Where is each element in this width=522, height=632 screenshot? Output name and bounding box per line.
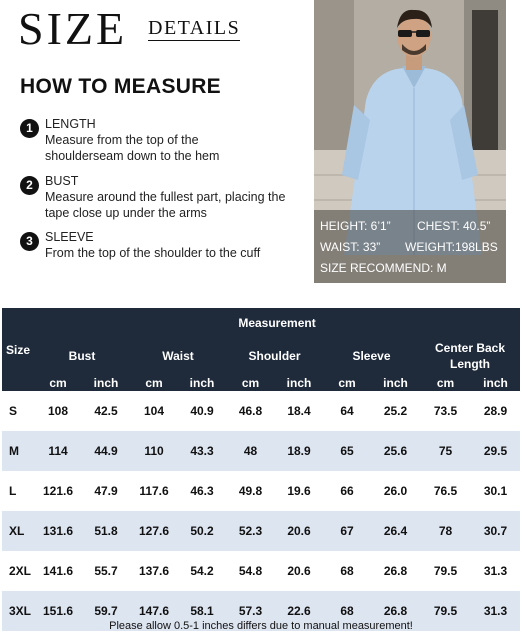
measurement-cell: 18.4 [275,391,323,431]
size-title: SIZE [18,3,128,54]
measurement-cell: 18.9 [275,431,323,471]
measurement-cell: 79.5 [420,551,471,591]
measurement-cell: 26.0 [371,471,420,511]
step-title: SLEEVE [45,230,94,244]
measurement-cell: 110 [130,431,178,471]
measurement-cell: 51.8 [82,511,130,551]
unit-header: cm [130,374,178,391]
measurement-cell: 54.8 [226,551,275,591]
measurement-cell: 44.9 [82,431,130,471]
model-waist: WAIST: 33” [320,240,381,254]
measurement-cell: 59.7 [82,591,130,631]
measurement-cell: 46.3 [178,471,226,511]
model-chest: CHEST: 40.5” [417,219,491,233]
measurement-cell: 30.1 [471,471,520,511]
step-description: From the top of the shoulder to the cuff [45,246,261,260]
measurement-cell: 55.7 [82,551,130,591]
measurement-cell: 46.8 [226,391,275,431]
measurement-cell: 30.7 [471,511,520,551]
measurement-cell: 26.8 [371,551,420,591]
unit-header: cm [226,374,275,391]
measurement-cell: 114 [34,431,82,471]
size-label: M [2,431,34,471]
measurement-cell: 20.6 [275,511,323,551]
measurement-cell: 22.6 [275,591,323,631]
model-specs-panel [314,210,506,283]
measurement-cell: 58.1 [178,591,226,631]
number-1-icon: 1 [20,119,39,138]
size-label: L [2,471,34,511]
step-description: Measure from the top of the shoulderseam down to the hem [45,133,220,163]
bust-header: Bust [34,338,130,374]
measurement-cell: 64 [323,391,371,431]
measurement-cell: 57.3 [226,591,275,631]
unit-header: inch [275,374,323,391]
unit-header: cm [420,374,471,391]
measurement-cell: 108 [34,391,82,431]
model-weight: WEIGHT:198LBS [405,240,498,254]
unit-header: inch [82,374,130,391]
size-label: XL [2,511,34,551]
measurement-cell: 117.6 [130,471,178,511]
measurement-cell: 79.5 [420,591,471,631]
size-label: S [2,391,34,431]
unit-header: inch [178,374,226,391]
measurement-cell: 31.3 [471,591,520,631]
model-size-recommend: SIZE RECOMMEND: M [320,261,447,275]
measurement-cell: 48 [226,431,275,471]
unit-header: inch [471,374,520,391]
number-2-icon: 2 [20,176,39,195]
unit-header: cm [323,374,371,391]
step-title: BUST [45,174,79,188]
number-3-icon: 3 [20,232,39,251]
measurement-cell: 43.3 [178,431,226,471]
table-row [2,471,520,511]
model-photo [314,0,506,283]
table-row [2,551,520,591]
measurement-header: Measurement [34,308,520,338]
measurement-cell: 121.6 [34,471,82,511]
sleeve-header: Sleeve [323,338,420,374]
model-height: HEIGHT: 6’1” [320,219,391,233]
measurement-cell: 141.6 [34,551,82,591]
measurement-cell: 76.5 [420,471,471,511]
measurement-cell: 20.6 [275,551,323,591]
measurement-cell: 75 [420,431,471,471]
measurement-cell: 42.5 [82,391,130,431]
measurement-cell: 137.6 [130,551,178,591]
measurement-cell: 52.3 [226,511,275,551]
measurement-disclaimer: Please allow 0.5-1 inches differs due to manual measurement! [109,620,413,632]
measurement-cell: 49.8 [226,471,275,511]
measurement-cell: 131.6 [34,511,82,551]
measurement-cell: 127.6 [130,511,178,551]
shoulder-header: Shoulder [226,338,323,374]
measurement-cell: 25.6 [371,431,420,471]
step-description: Measure around the fullest part, placing the tape close up under the arms [45,190,286,220]
measurement-cell: 47.9 [82,471,130,511]
measurement-cell: 19.6 [275,471,323,511]
measurement-cell: 28.9 [471,391,520,431]
measurement-cell: 31.3 [471,551,520,591]
measurement-cell: 66 [323,471,371,511]
table-row [2,391,520,431]
size-chart-table [2,308,520,631]
measurement-cell: 50.2 [178,511,226,551]
measurement-cell: 65 [323,431,371,471]
measurement-cell: 68 [323,551,371,591]
how-to-measure-heading: HOW TO MEASURE [20,75,221,98]
unit-header: inch [371,374,420,391]
size-column-header: Size [2,308,34,391]
step-title: LENGTH [45,117,96,131]
measurement-cell: 151.6 [34,591,82,631]
measurement-cell: 54.2 [178,551,226,591]
waist-header: Waist [130,338,226,374]
table-row [2,431,520,471]
measurement-cell: 26.8 [371,591,420,631]
measurement-cell: 29.5 [471,431,520,471]
measurement-cell: 104 [130,391,178,431]
measurement-cell: 25.2 [371,391,420,431]
size-label: 2XL [2,551,34,591]
measurement-cell: 67 [323,511,371,551]
measurement-cell: 68 [323,591,371,631]
measurement-cell: 40.9 [178,391,226,431]
table-row [2,511,520,551]
measurement-cell: 73.5 [420,391,471,431]
unit-header: cm [34,374,82,391]
measurement-cell: 26.4 [371,511,420,551]
measurement-cell: 78 [420,511,471,551]
size-label: 3XL [2,591,34,631]
measurement-cell: 147.6 [130,591,178,631]
center-back-length-header: Center Back Length [420,338,520,374]
details-subtitle: DETAILS [148,17,241,39]
